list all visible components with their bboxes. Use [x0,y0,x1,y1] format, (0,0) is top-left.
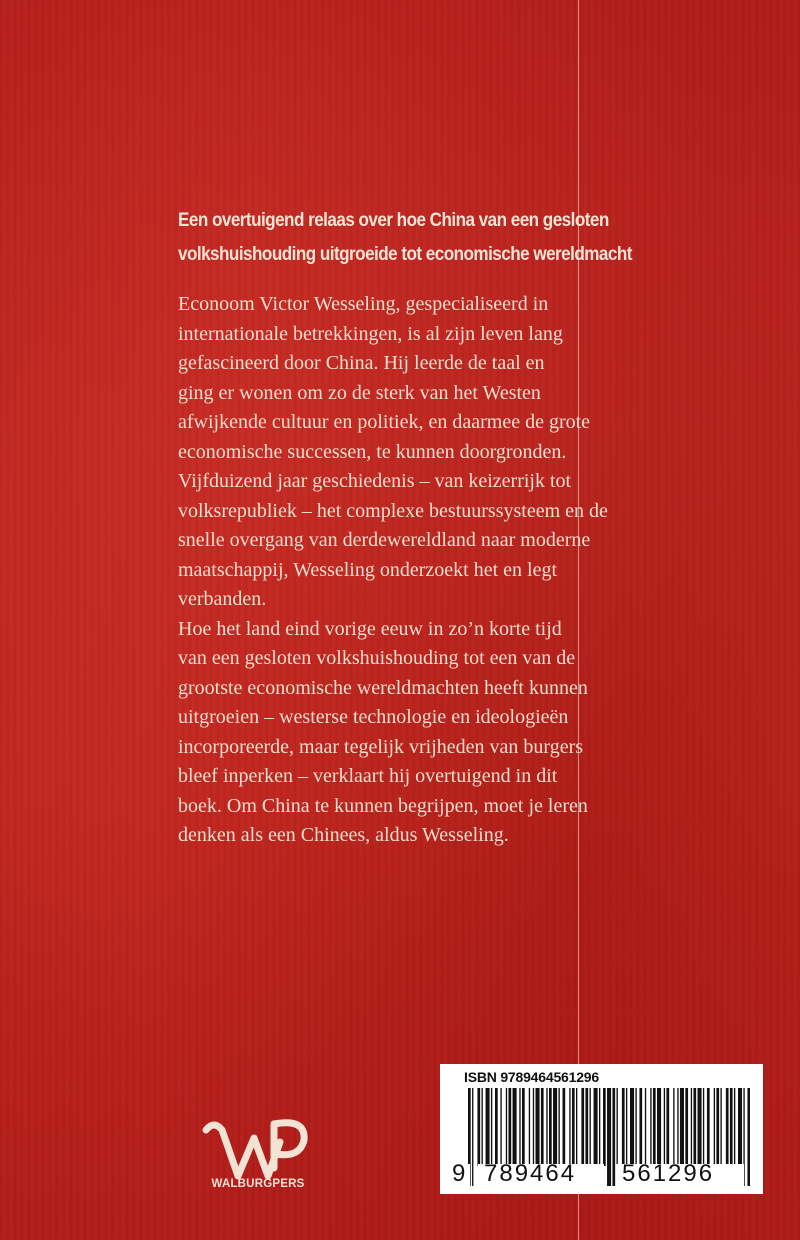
barcode-bar [549,1088,552,1166]
barcode-bar [558,1088,559,1166]
barcode-bar [738,1088,742,1166]
barcode-bar [529,1088,530,1166]
barcode-bar [536,1088,540,1166]
barcode-bar [626,1088,627,1166]
barcode-bar [509,1088,512,1166]
tagline-line: Een overtuigend relaas over hoe China van een gesloten [178,210,609,231]
blurb-line: economische successen, te kunnen doorgronden. [178,440,567,463]
blurb-line: grootste economische wereldmachten heeft kunnen [178,676,588,699]
barcode-bar [650,1088,651,1166]
barcode-bar [563,1088,566,1166]
barcode-bar [726,1088,729,1166]
isbn-digit-group: 561296 [622,1160,715,1187]
blurb-line: Vijfduizend jaar geschiedenis – van keizerrijk tot [178,470,572,492]
barcode-bar [716,1088,719,1166]
barcode-bar [546,1088,547,1166]
barcode-bar [553,1088,557,1166]
barcode-bar [569,1088,570,1166]
blurb [178,290,638,851]
barcode-bar [666,1088,669,1166]
blurb-line: snelle overgang van derdewereldland naar moderne [178,529,591,551]
tagline [178,204,682,272]
barcode-bar [506,1088,507,1166]
barcode-bar [693,1088,696,1166]
barcode-bar [522,1088,525,1166]
barcode-bar [590,1088,591,1166]
barcode-bar [572,1088,575,1166]
blurb-line: bleef inperken – verklaart hij overtuigend in dit [178,765,558,787]
barcode-bar [664,1088,665,1166]
barcode-bar [653,1088,656,1166]
barcode-bar [691,1088,692,1166]
barcode-bar [594,1088,598,1166]
barcode-bar [477,1088,480,1166]
barcode-bar [673,1088,674,1166]
barcode-bar [513,1088,517,1166]
barcode-bar [482,1088,483,1166]
barcode-bar [500,1088,501,1166]
isbn-label: ISBN 9789464561296 [464,1069,599,1085]
barcode-bar [607,1088,611,1186]
barcode-bar [495,1088,498,1166]
publisher-name: WALBURGPERS [211,1178,305,1190]
barcode-bar [677,1088,678,1166]
barcode-bar [698,1088,702,1166]
barcode-bar [630,1088,634,1166]
barcode-bar [635,1088,636,1166]
barcode-bar [703,1088,704,1166]
barcode-bar [622,1088,625,1166]
barcode-bar [639,1088,642,1166]
blurb-line: afwijkende cultuur en politiek, en daarmee de grote [178,411,591,433]
barcode-bar [730,1088,733,1166]
barcode-bar [599,1088,600,1166]
barcode-bar [747,1088,750,1186]
barcode-bar [519,1088,520,1166]
barcode-bar [581,1088,584,1166]
barcode-bar [617,1088,618,1166]
blurb-line: ging er wonen om zo de sterk van het Westen [178,381,541,404]
isbn-digit-group: 789464 [484,1160,577,1187]
barcode-bar [714,1088,715,1166]
blurb-line: internationale betrekkingen, is al zijn leven lang [178,322,563,345]
barcode-bar [603,1088,606,1166]
barcode-bar [576,1088,577,1166]
barcode-bar [657,1088,661,1166]
blurb-line: verbanden. [178,588,267,610]
blurb-line: incorporeerde, maar tegelijk vrijheden van burgers [178,735,584,758]
barcode-bar [734,1088,735,1166]
blurb-line: Hoe het land eind vorige eeuw in zo’n korte tijd [178,617,562,640]
barcode-bar [491,1088,492,1166]
barcode-bar [612,1088,615,1186]
barcode-bar [585,1088,588,1166]
blurb-line: Econoom Victor Wesseling, gespecialiseerd in [178,293,549,315]
blurb-line: gefascineerd door China. Hij leerde de taal en [178,352,545,374]
barcode-bar [680,1088,684,1166]
blurb-line: volksrepubliek – het complexe bestuurssysteem en de [178,499,608,522]
barcode [440,1064,763,1194]
barcode-bar [472,1088,473,1186]
blurb-line: uitgroeien – westerse technologie en ideologieën [178,706,569,728]
barcode-bar [707,1088,710,1166]
barcode-bar [720,1088,721,1166]
blurb-line: denken als een Chinees, aldus Wesseling. [178,824,509,846]
isbn-digit-first: 9 [452,1160,468,1187]
barcode-bar [541,1088,544,1166]
barcode-bar [685,1088,688,1166]
tagline-line: volkshuishouding uitgroeide tot economische wereldmacht [178,244,632,265]
barcode-bar [486,1088,490,1166]
barcode-bar [533,1088,534,1166]
blurb-line: van een gesloten volkshuishouding tot een van de [178,647,576,669]
blurb-line: maatschappij, Wesseling onderzoekt het en legt [178,558,558,581]
blurb-line: boek. Om China te kunnen begrijpen, moet je leren [178,794,588,817]
barcode-bar [645,1088,646,1166]
